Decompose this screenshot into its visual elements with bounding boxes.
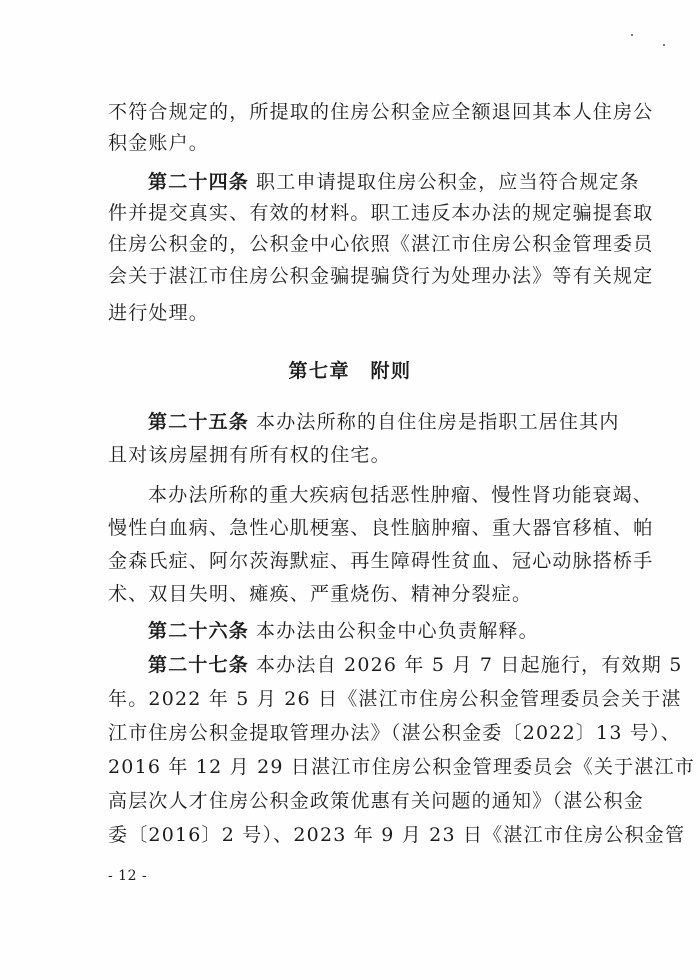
body-line: 本办法由公积金中心负责解释。 (256, 620, 539, 642)
body-line: 职工申请提取住房公积金，应当符合规定条 (256, 171, 640, 193)
body-line: 且对该房屋拥有所有权的住宅。 (108, 444, 391, 466)
body-line: 慢性白血病、急性心肌梗塞、良性脑肿瘤、重大器官移植、帕 (108, 517, 654, 539)
body-line: 金森氏症、阿尔茨海默症、再生障碍性贫血、冠心动脉搭桥手 (108, 550, 654, 572)
scan-speck (663, 44, 665, 46)
body-line: 2016 年 12 月 29 日湛江市住房公积金管理委员会《关于湛江市 (108, 756, 695, 778)
body-line: 积金账户。 (108, 132, 210, 154)
article-heading: 第二十四条 (148, 171, 250, 193)
article-heading: 第二十五条 (148, 411, 250, 433)
body-line: 不符合规定的，所提取的住房公积金应全额退回其本人住房公 (108, 101, 654, 123)
body-line: 委〔2016〕2 号）、2023 年 9 月 23 日《湛江市住房公积金管 (108, 824, 686, 846)
body-line: 进行处理。 (108, 302, 210, 324)
body-line: 年。2022 年 5 月 26 日《湛江市住房公积金管理委员会关于湛 (108, 688, 682, 710)
article-heading: 第二十六条 (148, 620, 250, 642)
scan-speck (631, 34, 633, 36)
body-line: 江市住房公积金提取管理办法》（湛公积金委〔2022〕13 号）、 (108, 722, 681, 744)
page-number: - 12 - (108, 868, 148, 884)
body-line: 会关于湛江市住房公积金骗提骗贷行为处理办法》等有关规定 (108, 265, 654, 287)
body-line: 本办法所称的重大疾病包括恶性肿瘤、慢性肾功能衰竭、 (148, 484, 654, 506)
article-heading: 第二十七条 (148, 654, 250, 676)
body-line: 高层次人才住房公积金政策优惠有关问题的通知》（湛公积金 (108, 790, 644, 812)
body-line: 住房公积金的，公积金中心依照《湛江市住房公积金管理委员 (108, 233, 654, 255)
chapter-title: 第七章 附则 (288, 360, 412, 382)
body-line: 本办法所称的自住住房是指职工居住其内 (256, 411, 620, 433)
body-line: 件并提交真实、有效的材料。职工违反本办法的规定骗提套取 (108, 202, 654, 224)
body-line: 术、双目失明、瘫痪、严重烧伤、精神分裂症。 (108, 583, 533, 605)
body-line: 本办法自 2026 年 5 月 7 日起施行，有效期 5 (256, 654, 683, 676)
